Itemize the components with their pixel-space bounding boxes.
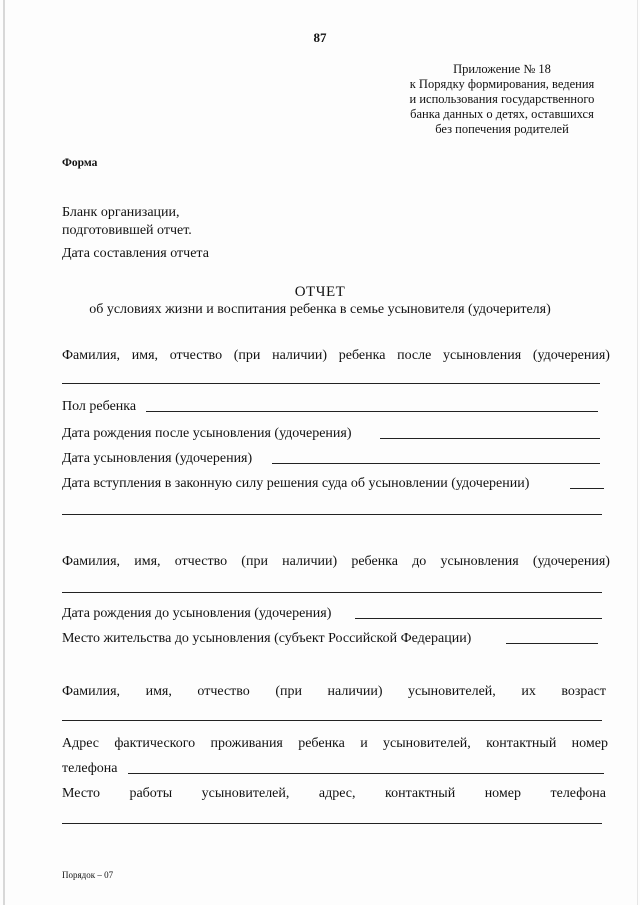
adoption-date-field[interactable]	[272, 463, 600, 464]
court-decision-date-label: Дата вступления в законную силу решения суда об усыновлении (удочерении)	[62, 476, 530, 491]
word: усыновителей,	[383, 736, 471, 751]
address-phone-field[interactable]	[128, 773, 604, 774]
word: проживания	[210, 736, 283, 751]
child-fio-before-label	[62, 553, 610, 570]
word: Фамилия,	[62, 348, 121, 363]
gender-label: Пол ребенка	[62, 399, 137, 414]
word: наличии)	[282, 554, 338, 569]
word: и	[360, 736, 368, 751]
word: Фамилия,	[62, 554, 121, 569]
word: ребенка	[351, 554, 398, 569]
phone-label: телефона	[62, 761, 118, 776]
appendix-line-2: к Порядку формирования, ведения	[409, 77, 595, 91]
adoption-date-label: Дата усыновления (удочерения)	[62, 451, 253, 466]
word: телефона	[550, 786, 606, 801]
word: Место	[62, 786, 100, 801]
word: отчество	[197, 684, 250, 699]
appendix-line-1: Приложение № 18	[453, 62, 551, 76]
child-fio-before-field[interactable]	[62, 592, 602, 593]
word: фактического	[114, 736, 196, 751]
word: (при	[241, 554, 268, 569]
gender-field[interactable]	[146, 411, 598, 412]
word: (удочерения)	[532, 348, 610, 363]
appendix-line-3: и использования государственного	[409, 92, 595, 106]
child-fio-after-label	[62, 347, 610, 364]
org-blank-line-1: Бланк организации,	[62, 205, 180, 220]
work-place-field[interactable]	[62, 823, 602, 824]
word: имя,	[134, 554, 161, 569]
word: возраст	[561, 684, 606, 699]
word: до	[412, 554, 427, 569]
report-date-label: Дата составления отчета	[62, 246, 209, 261]
court-decision-date-field-cont[interactable]	[62, 514, 602, 515]
word: усыновления	[440, 554, 519, 569]
work-place-label	[62, 785, 606, 802]
residence-before-field[interactable]	[506, 643, 598, 644]
report-subtitle: об условиях жизни и воспитания ребенка в семье усыновителя (удочерителя)	[89, 302, 551, 317]
word: имя,	[131, 348, 159, 363]
word: усыновления	[443, 348, 522, 363]
word: номер	[484, 786, 521, 801]
word: наличии)	[327, 684, 383, 699]
word: Адрес	[62, 736, 100, 751]
word: ребенка	[338, 348, 386, 363]
adopters-fio-age-label	[62, 683, 606, 700]
org-blank-line-2: подготовившей отчет.	[62, 223, 192, 238]
birth-date-after-label: Дата рождения после усыновления (удочерения)	[62, 426, 352, 441]
appendix-line-5: без попечения родителей	[435, 122, 569, 136]
word: контактный	[384, 786, 456, 801]
word: усыновителей,	[408, 684, 496, 699]
report-title: ОТЧЕТ	[294, 284, 346, 300]
appendix-line-4: банка данных о детях, оставшихся	[410, 107, 594, 121]
word: (при	[275, 684, 302, 699]
word: отчество	[169, 348, 223, 363]
court-decision-date-field[interactable]	[570, 488, 604, 489]
word: работы	[129, 786, 173, 801]
word: контактный	[486, 736, 557, 751]
birth-date-after-field[interactable]	[380, 438, 600, 439]
word: отчество	[174, 554, 228, 569]
appendix-block	[392, 62, 612, 137]
word: усыновителей,	[201, 786, 290, 801]
word: (удочерения)	[532, 554, 610, 569]
word: номер	[571, 736, 608, 751]
adopters-fio-age-field[interactable]	[62, 720, 602, 721]
scan-edge-left	[3, 0, 5, 905]
word: ребенка	[298, 736, 345, 751]
form-label: Форма	[62, 157, 98, 169]
birth-date-before-field[interactable]	[355, 618, 602, 619]
word: их	[521, 684, 536, 699]
word: после	[397, 348, 432, 363]
word: имя,	[145, 684, 172, 699]
word: (при	[233, 348, 261, 363]
footer-code: Порядок – 07	[62, 870, 114, 880]
word: наличии)	[272, 348, 328, 363]
page-number: 87	[313, 30, 327, 45]
scan-edge-right	[637, 0, 638, 905]
residence-before-label: Место жительства до усыновления (субъект Российской Федерации)	[62, 631, 472, 646]
birth-date-before-label: Дата рождения до усыновления (удочерения)	[62, 606, 332, 621]
address-label	[62, 735, 608, 752]
child-fio-after-field[interactable]	[62, 383, 600, 384]
word: адрес,	[318, 786, 356, 801]
word: Фамилия,	[62, 684, 121, 699]
